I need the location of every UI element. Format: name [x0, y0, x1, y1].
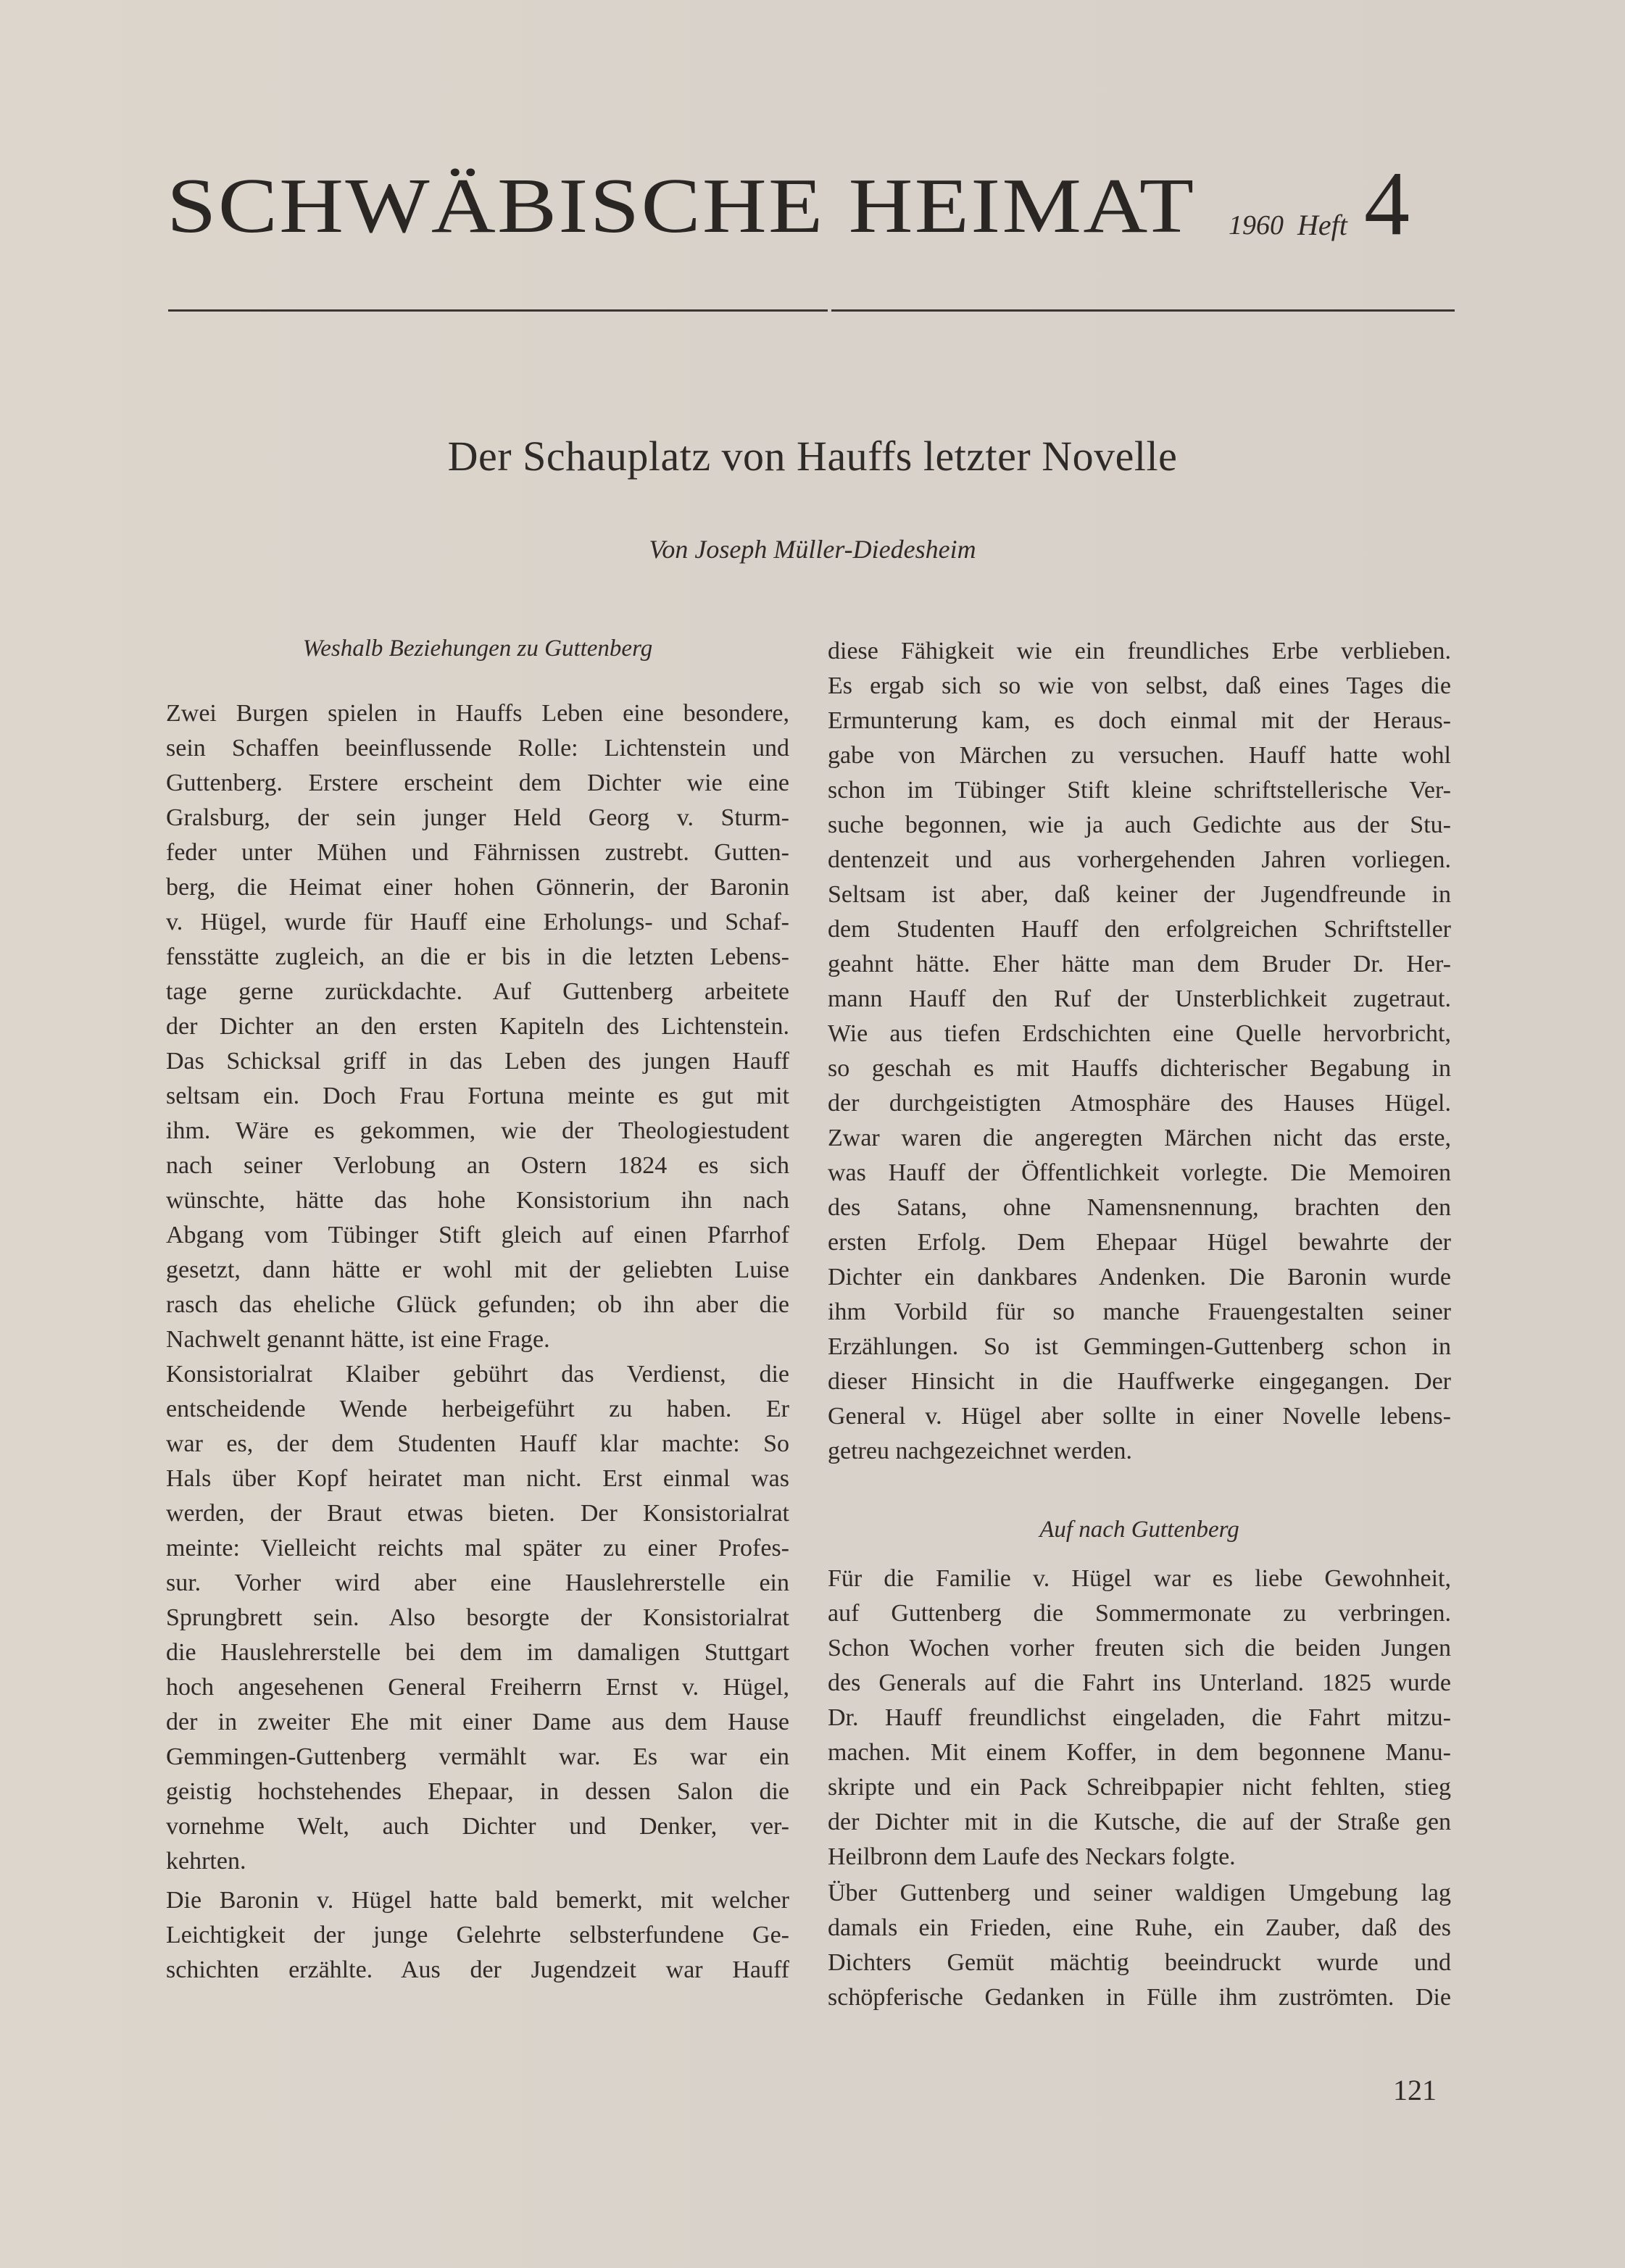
text-line: gesetzt, dann hätte er wohl mit der geliebten Luise	[166, 1256, 789, 1283]
text-line: werden, der Braut etwas bieten. Der Konsistorialrat	[166, 1500, 789, 1527]
text-line: was Hauff der Öffentlichkeit vorlegte. Die Memoiren	[828, 1159, 1451, 1186]
text-line: damals ein Frieden, eine Ruhe, ein Zauber, daß des	[828, 1914, 1451, 1941]
text-line: schichten erzählte. Aus der Jugendzeit war Hauff	[166, 1956, 789, 1983]
page-number: 121	[1393, 2074, 1437, 2106]
text-line: Die Baronin v. Hügel hatte bald bemerkt, mit welcher	[166, 1887, 789, 1914]
text-line: tage gerne zurückdachte. Auf Guttenberg arbeitete	[166, 978, 789, 1005]
text-line: schöpferische Gedanken in Fülle ihm zuströmten. Die	[828, 1984, 1451, 2011]
text-line: sein Schaffen beeinflussende Rolle: Lichtenstein und	[166, 735, 789, 762]
text-line: hoch angesehenen General Freiherrn Ernst v. Hügel,	[166, 1674, 789, 1701]
text-line: Gemmingen-Guttenberg vermählt war. Es war ein	[166, 1743, 789, 1770]
text-line: suche begonnen, wie ja auch Gedichte aus der Stu-	[828, 812, 1451, 838]
text-line: seltsam ein. Doch Frau Fortuna meinte es gut mit	[166, 1083, 789, 1109]
text-line: Zwei Burgen spielen in Hauffs Leben eine besondere,	[166, 700, 789, 727]
masthead	[167, 156, 1457, 257]
text-line: gabe von Märchen zu versuchen. Hauff hatte wohl	[828, 742, 1451, 769]
text-line: Nachwelt genannt hätte, ist eine Frage.	[166, 1326, 550, 1353]
text-line: Dichter ein dankbares Andenken. Die Baronin wurde	[828, 1264, 1451, 1291]
text-line: v. Hügel, wurde für Hauff eine Erholungs- und Schaf-	[166, 909, 789, 935]
text-line: dentenzeit und aus vorhergehenden Jahren vorliegen.	[828, 846, 1451, 873]
text-line: nach seiner Verlobung an Ostern 1824 es sich	[166, 1152, 789, 1179]
text-line: Gralsburg, der sein junger Held Georg v. Sturm-	[166, 804, 789, 831]
text-line: Zwar waren die angeregten Märchen nicht das erste,	[828, 1125, 1451, 1151]
text-line: geistig hochstehendes Ehepaar, in dessen Salon die	[166, 1778, 789, 1805]
issue-year: 1960	[1229, 210, 1284, 241]
text-line: dem Studenten Hauff den erfolgreichen Schriftsteller	[828, 916, 1451, 943]
text-line: kehrten.	[166, 1848, 246, 1875]
text-line: machen. Mit einem Koffer, in dem begonnene Manu-	[828, 1739, 1451, 1766]
text-line: der in zweiter Ehe mit einer Dame aus dem Hause	[166, 1709, 789, 1735]
text-line: wünschte, hätte das hohe Konsistorium ihn nach	[166, 1187, 789, 1214]
text-line: Erzählungen. So ist Gemmingen-Guttenberg schon in	[828, 1333, 1451, 1360]
text-line: Seltsam ist aber, daß keiner der Jugendfreunde in	[828, 881, 1451, 908]
text-line: vornehme Welt, auch Dichter und Denker, ver-	[166, 1813, 789, 1840]
article-title: Der Schauplatz von Hauffs letzter Novelle	[447, 433, 1178, 480]
text-line: berg, die Heimat einer hohen Gönnerin, der Baronin	[166, 874, 789, 901]
text-line: auf Guttenberg die Sommermonate zu verbringen.	[828, 1600, 1451, 1627]
text-line: Leichtigkeit der junge Gelehrte selbsterfundene Ge-	[166, 1922, 789, 1948]
text-line: geahnt hätte. Eher hätte man dem Bruder Dr. Her-	[828, 951, 1451, 977]
text-line: dieser Hinsicht in die Hauffwerke eingegangen. Der	[828, 1368, 1451, 1395]
text-line: Dr. Hauff freundlichst eingeladen, die Fahrt mitzu-	[828, 1704, 1451, 1731]
text-line: Guttenberg. Erstere erscheint dem Dichter wie eine	[166, 770, 789, 796]
magazine-title: SCHWÄBISCHE HEIMAT	[167, 163, 1196, 249]
text-line: Heilbronn dem Laufe des Neckars folgte.	[828, 1843, 1236, 1870]
text-line: Hals über Kopf heiratet man nicht. Erst einmal was	[166, 1465, 789, 1492]
text-line: die Hauslehrerstelle bei dem im damaligen Stuttgart	[166, 1639, 789, 1666]
masthead-rule-left	[168, 309, 828, 312]
text-line: rasch das eheliche Glück gefunden; ob ihn aber die	[166, 1291, 789, 1318]
text-line: der Dichter mit in die Kutsche, die auf der Straße gen	[828, 1809, 1451, 1835]
text-line: der durchgeistigten Atmosphäre des Hauses Hügel.	[828, 1090, 1451, 1117]
text-line: des Generals auf die Fahrt ins Unterland. 1825 wurde	[828, 1669, 1451, 1696]
text-line: diese Fähigkeit wie ein freundliches Erbe verblieben.	[828, 638, 1451, 664]
text-line: des Satans, ohne Namensnennung, brachten den	[828, 1194, 1451, 1221]
text-line: ihm Vorbild für so manche Frauengestalten seiner	[828, 1298, 1451, 1325]
issue-number: 4	[1364, 154, 1410, 254]
text-line: entscheidende Wende herbeigeführt zu haben. Er	[166, 1396, 789, 1422]
text-line: getreu nachgezeichnet werden.	[828, 1438, 1133, 1464]
text-line: feder unter Mühen und Fährnissen zustrebt. Gutten-	[166, 839, 789, 866]
text-line: Für die Familie v. Hügel war es liebe Gewohnheit,	[828, 1565, 1451, 1592]
text-line: skripte und ein Pack Schreibpapier nicht fehlten, stieg	[828, 1774, 1451, 1801]
text-line: Wie aus tiefen Erdschichten eine Quelle hervorbricht,	[828, 1020, 1451, 1047]
text-line: Konsistorialrat Klaiber gebührt das Verdienst, die	[166, 1361, 789, 1388]
text-line: Über Guttenberg und seiner waldigen Umgebung lag	[828, 1880, 1451, 1906]
section-subheading: Auf nach Guttenberg	[1039, 1517, 1239, 1543]
text-line: Dichters Gemüt mächtig beeindruckt wurde und	[828, 1949, 1451, 1976]
text-line: Das Schicksal griff in das Leben des jungen Hauff	[166, 1048, 789, 1075]
text-line: mann Hauff den Ruf der Unsterblichkeit zugetraut.	[828, 985, 1451, 1012]
text-line: ihm. Wäre es gekommen, wie der Theologiestudent	[166, 1117, 789, 1144]
masthead-rule-right	[831, 309, 1455, 312]
text-line: Sprungbrett sein. Also besorgte der Konsistorialrat	[166, 1604, 789, 1631]
text-line: Schon Wochen vorher freuten sich die beiden Jungen	[828, 1635, 1451, 1662]
section-subheading: Weshalb Beziehungen zu Guttenberg	[302, 635, 653, 662]
text-line: meinte: Vielleicht reichts mal später zu einer Profes-	[166, 1535, 789, 1562]
byline: Von Joseph Müller-Diedesheim	[649, 535, 976, 564]
text-line: so geschah es mit Hauffs dichterischer Begabung in	[828, 1055, 1451, 1082]
heft-label: Heft	[1297, 209, 1347, 241]
text-line: Es ergab sich so wie von selbst, daß eines Tages die	[828, 672, 1451, 699]
text-line: war es, der dem Studenten Hauff klar machte: So	[166, 1430, 789, 1457]
text-line: Abgang vom Tübinger Stift gleich auf einen Pfarrhof	[166, 1222, 789, 1248]
text-line: der Dichter an den ersten Kapiteln des Lichtenstein.	[166, 1013, 789, 1040]
text-line: ersten Erfolg. Dem Ehepaar Hügel bewahrte der	[828, 1229, 1451, 1256]
text-line: fensstätte zugleich, an die er bis in die letzten Lebens-	[166, 943, 789, 970]
text-line: sur. Vorher wird aber eine Hauslehrerstelle ein	[166, 1569, 789, 1596]
text-line: Ermunterung kam, es doch einmal mit der Heraus-	[828, 707, 1451, 734]
text-line: schon im Tübinger Stift kleine schriftstellerische Ver-	[828, 777, 1451, 804]
text-line: General v. Hügel aber sollte in einer Novelle lebens-	[828, 1403, 1451, 1430]
